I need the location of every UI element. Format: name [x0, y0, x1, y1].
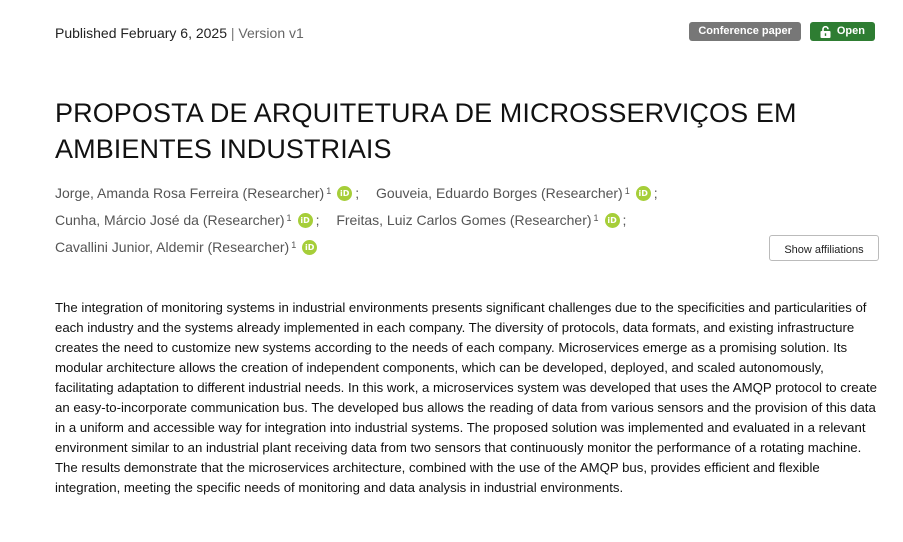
record-title: PROPOSTA DE ARQUITETURA DE MICROSSERVIÇOS EM AMBIENTES INDUSTRIAIS: [55, 98, 797, 164]
orcid-icon[interactable]: iD: [636, 186, 651, 201]
orcid-icon[interactable]: iD: [298, 213, 313, 228]
separator: |: [230, 25, 235, 41]
author-line: [55, 234, 755, 261]
orcid-icon[interactable]: iD: [302, 240, 317, 255]
author-separator: ;: [315, 212, 320, 228]
author-separator: ;: [355, 185, 360, 201]
author-separator: ;: [653, 185, 658, 201]
badges: [689, 22, 875, 41]
publication-info: [55, 25, 304, 41]
authors-list: [55, 180, 755, 261]
affiliation-ref: 1: [624, 186, 630, 196]
access-label: Open: [836, 25, 865, 37]
lock-open-icon: [820, 26, 831, 38]
author[interactable]: [55, 234, 317, 261]
affiliation-ref: 1: [593, 213, 599, 223]
orcid-icon[interactable]: iD: [605, 213, 620, 228]
author-name[interactable]: Freitas, Luiz Carlos Gomes (Researcher): [336, 212, 592, 228]
affiliation-ref: 1: [291, 240, 297, 250]
author-line: [55, 180, 755, 207]
resource-type-badge: Conference paper: [689, 22, 801, 41]
published-date: Published February 6, 2025: [55, 25, 227, 41]
affiliation-ref: 1: [326, 186, 332, 196]
show-affiliations-button[interactable]: Show affiliations: [769, 235, 879, 261]
author-name[interactable]: Jorge, Amanda Rosa Ferreira (Researcher): [55, 185, 325, 201]
author-name[interactable]: Cavallini Junior, Aldemir (Researcher): [55, 239, 290, 255]
version-label: Version v1: [238, 25, 304, 41]
author[interactable]: [336, 207, 619, 234]
author[interactable]: [55, 180, 352, 207]
affiliation-ref: 1: [286, 213, 292, 223]
author-name[interactable]: Cunha, Márcio José da (Researcher): [55, 212, 285, 228]
author-separator: ;: [622, 212, 627, 228]
author-line: [55, 207, 755, 234]
author[interactable]: [376, 180, 651, 207]
orcid-icon[interactable]: iD: [337, 186, 352, 201]
access-badge: [810, 22, 875, 41]
author-name[interactable]: Gouveia, Eduardo Borges (Researcher): [376, 185, 623, 201]
author[interactable]: [55, 207, 313, 234]
abstract: The integration of monitoring systems in industrial environments presents significant challenges due to the specificities and particularities of each industry and the systems already implemented in each company. The diversity of protocols, data formats, and existing infrastructure creates the need to customize new systems according to the needs of each company. Microservices emerge as a promising solution. Its modular architecture allows the creation of independent components, which can be developed, deployed, and scaled autonomously, facilitating adaptation to different industrial needs. In this work, a microservices system was developed that uses the AMQP protocol to create an easy-to-incorporate communication bus. The developed bus allows the reading of data from various sensors and the provision of this data in a uniform and accessible way for integration into industrial systems. The proposed solution was implemented and evaluated in a relevant environment similar to an industrial plant receiving data from two sensors that continuously monitor the performance of a rotating machine. The results demonstrate that the microservices architecture, combined with the use of the AMQP bus, provides efficient and flexible integration, meeting the specific needs of monitoring and data analysis in industrial environments.: [55, 300, 877, 495]
